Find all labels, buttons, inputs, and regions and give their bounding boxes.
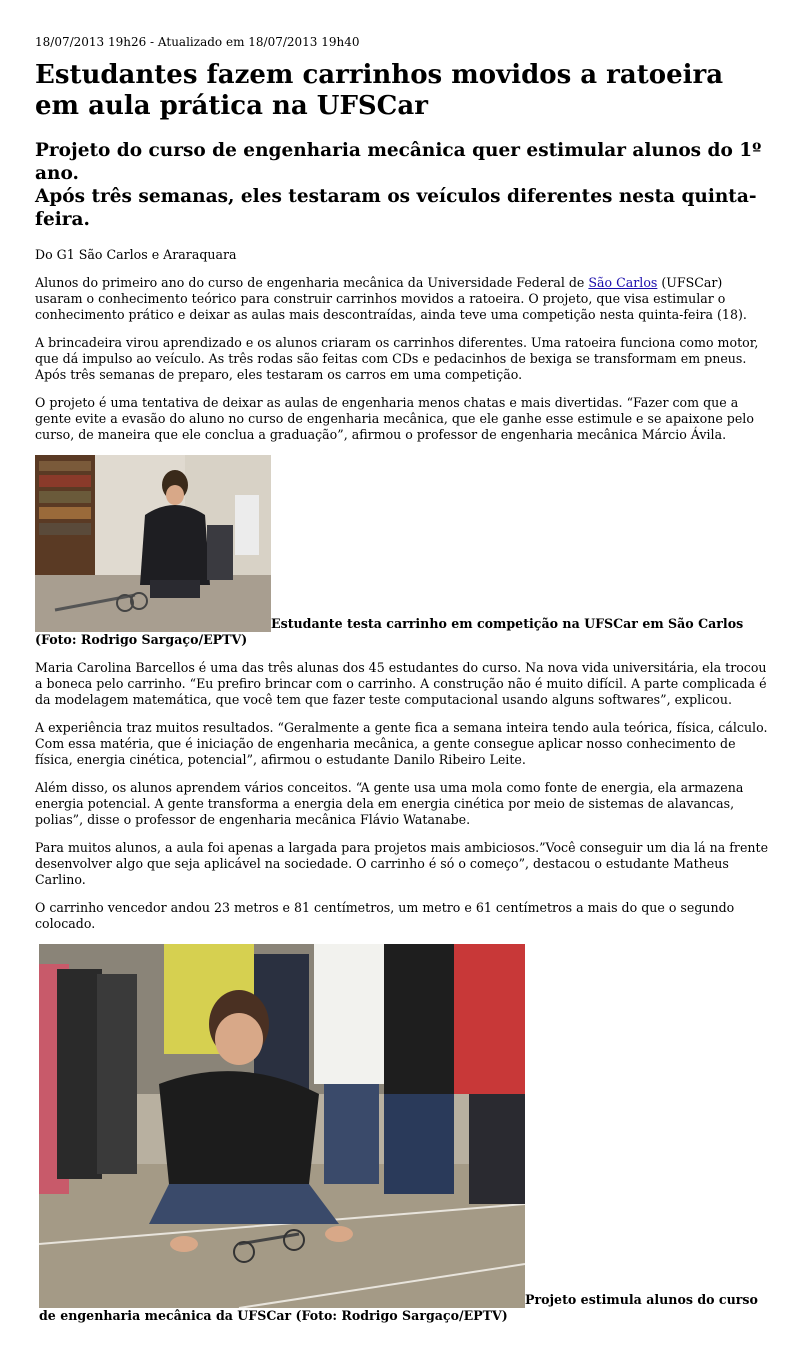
figure-2 xyxy=(39,944,773,1324)
paragraph-6: Além disso, os alunos aprendem vários conceitos. “A gente usa uma mola como fonte de energia, ela armazena energia potencial. A gente transforma a energia dela em energia cinética por meio de sistemas de alavancas, polias”, disse o professor de engenharia mecânica Flávio Watanabe. xyxy=(35,780,744,827)
article-title: Estudantes fazem carrinhos movidos a ratoeira em aula prática na UFSCar xyxy=(35,60,724,121)
caption-2: Projeto estimula alunos do curso de engenharia mecânica da UFSCar (Foto: Rodrigo Sargaço/EPTV) xyxy=(39,1292,758,1323)
paragraph-2: A brincadeira virou aprendizado e os alunos criaram os carrinhos diferentes. Uma ratoeira funciona como motor, que dá impulso ao veículo. As três rodas são feitas com CDs e pedacinhos de bexiga se transformam em pneus. Após três semanas de preparo, eles testaram os carros em uma competição. xyxy=(35,335,759,382)
timestamp: 18/07/2013 19h26 - Atualizado em 18/07/2013 19h40 xyxy=(35,35,360,49)
paragraph-7: Para muitos alunos, a aula foi apenas a largada para projetos mais ambiciosos.”Você conseguir um dia lá na frente desenvolver algo que seja aplicável na sociedade. O carrinho é só o começo”, destacou o estudante Matheus Carlino. xyxy=(35,840,769,887)
paragraph-8: O carrinho vencedor andou 23 metros e 81 centímetros, um metro e 61 centímetros a mais do que o segundo colocado. xyxy=(35,900,735,931)
paragraph-4: Maria Carolina Barcellos é uma das três alunas dos 45 estudantes do curso. Na nova vida universitária, ela trocou a boneca pelo carrinho. “Eu prefiro brincar com o carrinho. A construção não é muito difícil. A parte complicada é da modelagem matemática, que você tem que fazer teste computacional usando alguns softwares”, explicou. xyxy=(35,660,767,707)
subtitle-line-2: Após três semanas, eles testaram os veículos diferentes nesta quinta-feira. xyxy=(35,186,757,230)
paragraph-3: O projeto é uma tentativa de deixar as aulas de engenharia menos chatas e mais divertidas. “Fazer com que a gente evite a evasão do aluno no curso de engenharia mecânica, que ele ganhe esse estimule e se apaixone pelo curso, de maneira que ele conclua a graduação”, afirmou o professor de engenharia mecânica Márcio Ávila. xyxy=(35,395,754,442)
sao-carlos-link[interactable]: São Carlos xyxy=(588,275,658,290)
paragraph-1: Alunos do primeiro ano do curso de engenharia mecânica da Universidade Federal de São Carlos (UFSCar) usaram o conhecimento teórico para construir carrinhos movidos a ratoeira. O projeto, que visa estimular o conhecimento prático e deixar as aulas mais descontraídas, ainda teve uma competição nesta quinta-feira (18). xyxy=(35,275,747,322)
article-subtitle xyxy=(35,139,773,231)
caption-1: Estudante testa carrinho em competição na UFSCar em São Carlos (Foto: Rodrigo Sargaço/EPTV) xyxy=(35,616,744,647)
figure-1 xyxy=(35,455,773,648)
byline: Do G1 São Carlos e Araraquara xyxy=(35,247,237,262)
photo-student-testing-car xyxy=(35,455,271,632)
photo-students-with-cars xyxy=(39,944,525,1308)
paragraph-5: A experiência traz muitos resultados. “Geralmente a gente fica a semana inteira tendo aula teórica, física, cálculo. Com essa matéria, que é iniciação de engenharia mecânica, a gente consegue aplicar nosso conhecimento de física, energia cinética, potencial”, afirmou o estudante Danilo Ribeiro Leite. xyxy=(35,720,768,767)
subtitle-line-1: Projeto do curso de engenharia mecânica quer estimular alunos do 1º ano. xyxy=(35,140,762,184)
